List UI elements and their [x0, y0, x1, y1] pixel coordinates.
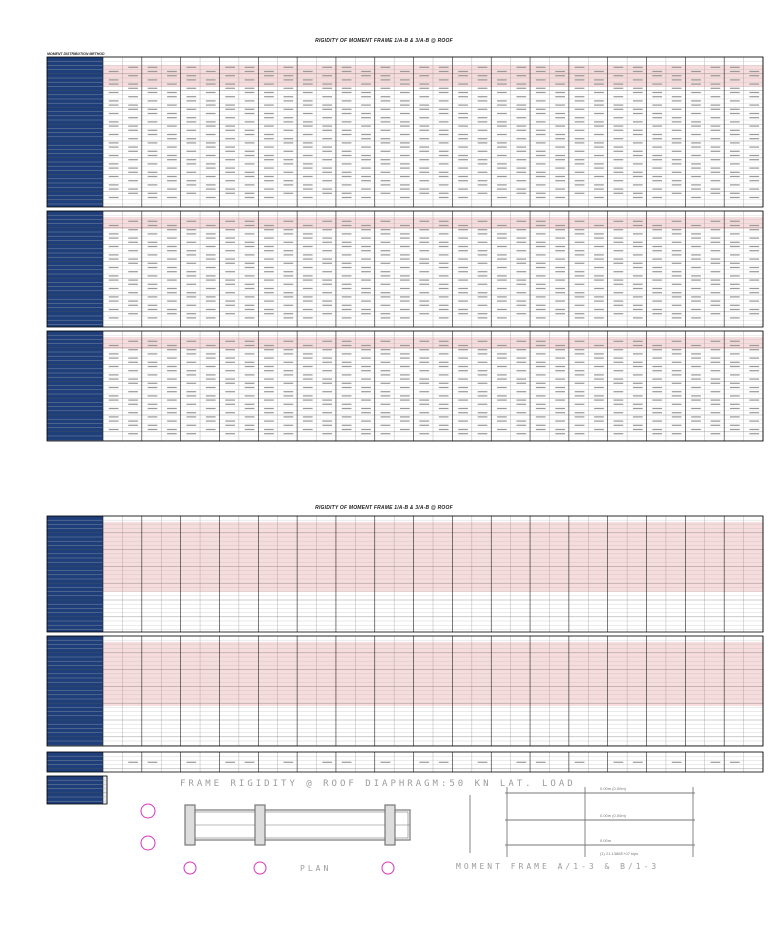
sheet2-table-2 — [47, 636, 763, 746]
table-4-grid — [47, 516, 763, 632]
table-3-grid — [47, 331, 763, 441]
dim-2: 0.00m (0.00m) — [600, 813, 627, 818]
bubble-a — [141, 836, 155, 850]
table-5-grid — [47, 636, 763, 746]
plan-caption: PLAN — [300, 864, 332, 873]
bubble-3 — [382, 862, 394, 874]
sheet1-table-3 — [47, 331, 763, 441]
dim-3: 0.00m — [600, 838, 612, 843]
table-1-grid — [47, 57, 763, 207]
summary-grid — [47, 752, 763, 772]
legend-box — [47, 776, 107, 804]
legend-grid — [47, 776, 107, 804]
sheet1-table-1 — [47, 57, 763, 207]
sheet1-table-2 — [47, 211, 763, 327]
sheet1-title: RIGIDITY OF MOMENT FRAME 1/A-B & 3/A-B @ ROOF — [315, 38, 453, 44]
summary-rows — [47, 752, 763, 772]
grid-bubbles — [141, 804, 394, 874]
method-label: MOMENT DISTRIBUTION METHOD — [47, 52, 105, 56]
elevation-note: (1) 21.1386E+07 kips — [600, 851, 639, 856]
bubble-1 — [184, 862, 196, 874]
dim-1: 0.00m (0.00m) — [600, 786, 627, 791]
sheet2-table-1 — [47, 516, 763, 632]
elevation-caption: MOMENT FRAME A/1-3 & B/1-3 — [456, 862, 660, 871]
sheet2-title: RIGIDITY OF MOMENT FRAME 1/A-B & 3/A-B @ ROOF — [315, 505, 453, 511]
bubble-b — [141, 804, 155, 818]
elevation-drawing — [450, 775, 750, 880]
table-2-grid — [47, 211, 763, 327]
plan-title: FRAME RIGIDITY @ ROOF DIAPHRAGM:50 KN LAT. LOAD — [180, 779, 576, 789]
bubble-2 — [254, 862, 266, 874]
